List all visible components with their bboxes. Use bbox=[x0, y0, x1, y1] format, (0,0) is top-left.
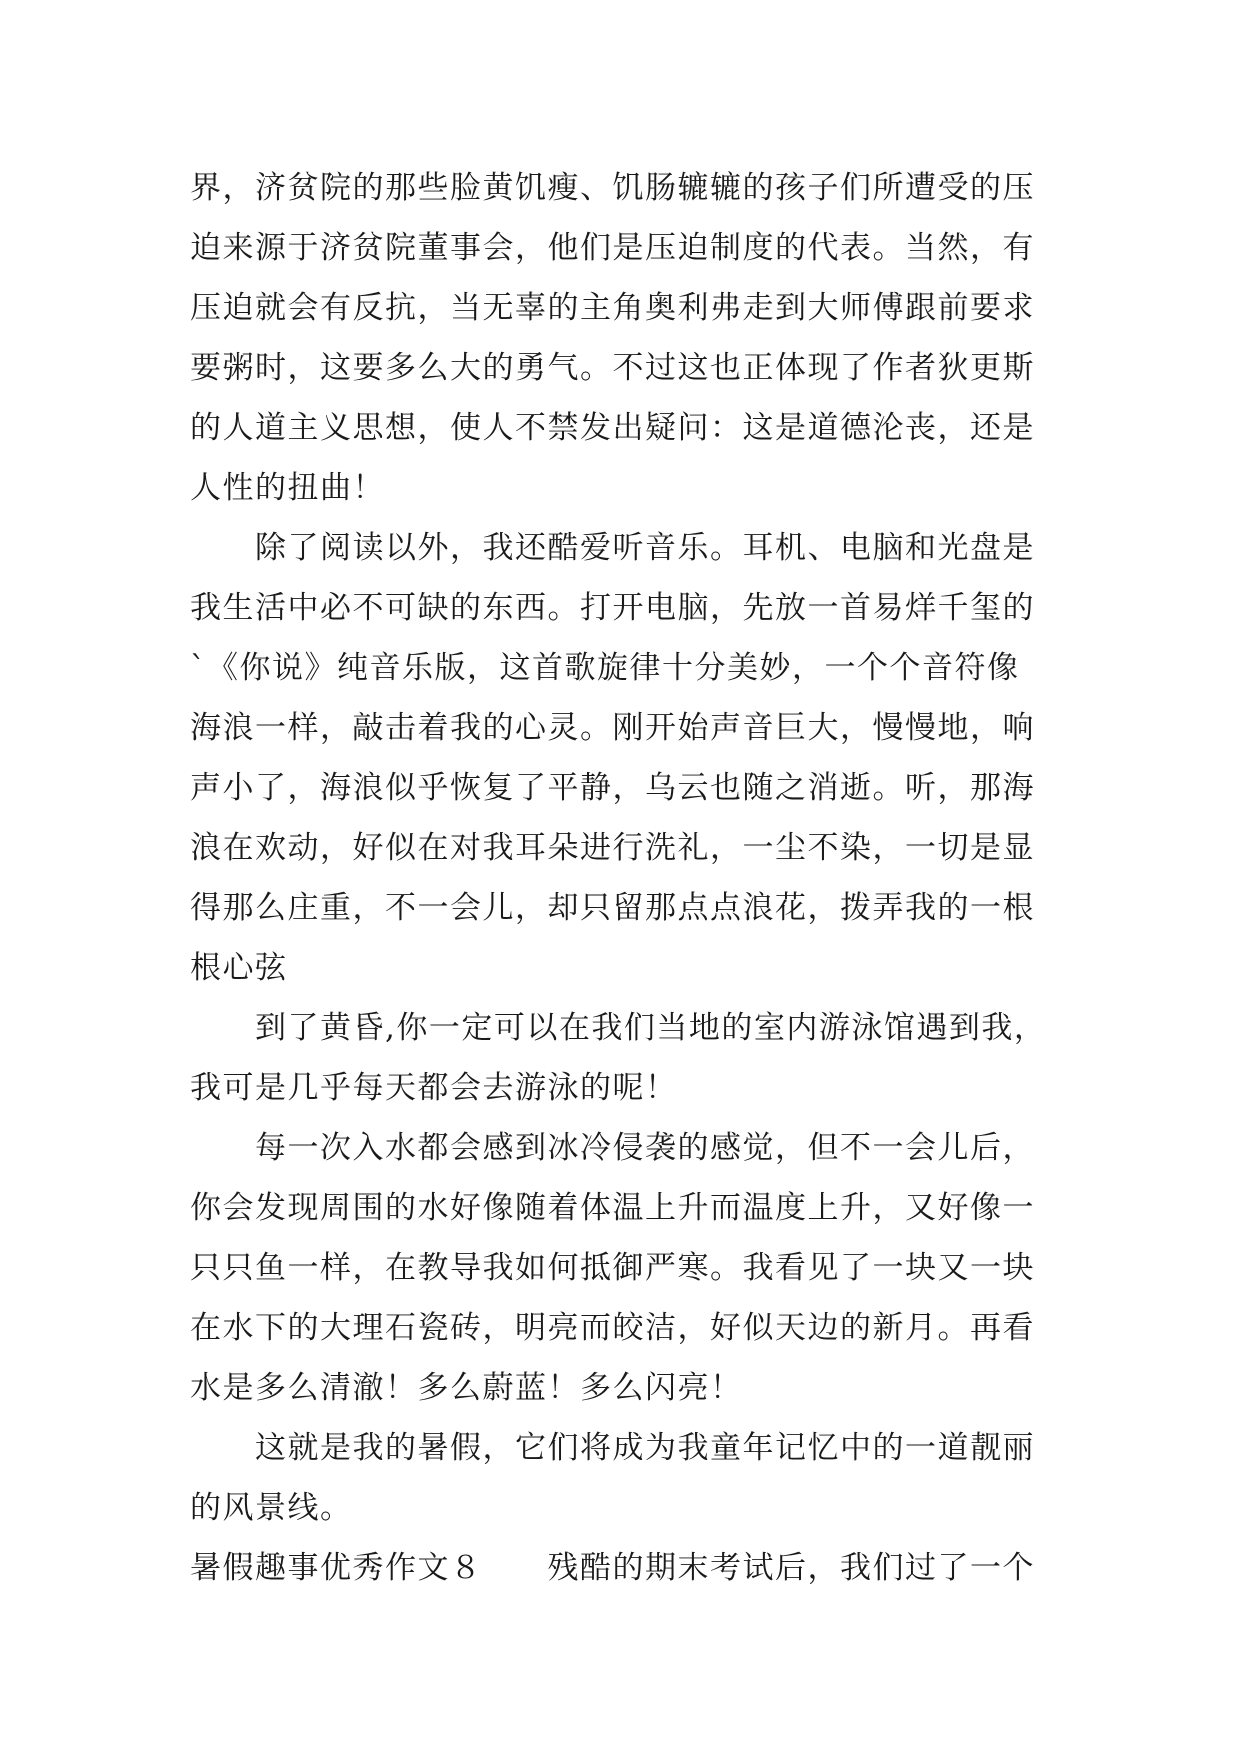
text-line: 我可是几乎每天都会去游泳的呢！ bbox=[190, 1070, 678, 1106]
text-line: 声小了，海浪似乎恢复了平静，乌云也随之消逝。听，那海 bbox=[190, 770, 1035, 806]
text-line: 压迫就会有反抗，当无辜的主角奥利弗走到大师傅跟前要求 bbox=[190, 290, 1035, 326]
text-line: 在水下的大理石瓷砖，明亮而皎洁，好似天边的新月。再看 bbox=[190, 1310, 1035, 1346]
text-line: 的人道主义思想，使人不禁发出疑问：这是道德沦丧，还是 bbox=[190, 410, 1035, 446]
text-line: 每一次入水都会感到冰冷侵袭的感觉，但不一会儿后， bbox=[190, 1130, 1035, 1166]
text-line: 暑假趣事优秀作文８ 残酷的期末考试后，我们过了一个 bbox=[190, 1550, 1035, 1586]
text-line: 浪在欢动，好似在对我耳朵进行洗礼，一尘不染，一切是显 bbox=[190, 830, 1035, 866]
text-line: 海浪一样，敲击着我的心灵。刚开始声音巨大，慢慢地，响 bbox=[190, 710, 1035, 746]
text-line: 人性的扭曲！ bbox=[190, 470, 385, 506]
text-line: 你会发现周围的水好像随着体温上升而温度上升，又好像一 bbox=[190, 1190, 1035, 1226]
text-line: 水是多么清澈！多么蔚蓝！多么闪亮！ bbox=[190, 1370, 743, 1406]
text-line: 界，济贫院的那些脸黄饥瘦、饥肠辘辘的孩子们所遭受的压 bbox=[190, 170, 1035, 206]
text-line: 得那么庄重，不一会儿，却只留那点点浪花，拨弄我的一根 bbox=[190, 890, 1035, 926]
text-line: 迫来源于济贫院董事会，他们是压迫制度的代表。当然，有 bbox=[190, 230, 1035, 266]
text-line: 的风景线。 bbox=[190, 1490, 353, 1526]
text-line: 除了阅读以外，我还酷爱听音乐。耳机、电脑和光盘是 bbox=[190, 530, 1035, 566]
text-line: 只只鱼一样，在教导我如何抵御严寒。我看见了一块又一块 bbox=[190, 1250, 1035, 1286]
text-line: 根心弦 bbox=[190, 950, 288, 986]
document-body bbox=[190, 158, 1060, 1598]
text-line: `《你说》纯音乐版，这首歌旋律十分美妙，一个个音符像 bbox=[190, 650, 1020, 686]
text-line: 到了黄昏,你一定可以在我们当地的室内游泳馆遇到我， bbox=[190, 1010, 1047, 1046]
text-line: 我生活中必不可缺的东西。打开电脑，先放一首易烊千玺的 bbox=[190, 590, 1035, 626]
text-line: 这就是我的暑假，它们将成为我童年记忆中的一道靓丽 bbox=[190, 1430, 1035, 1466]
text-line: 要粥时，这要多么大的勇气。不过这也正体现了作者狄更斯 bbox=[190, 350, 1035, 386]
